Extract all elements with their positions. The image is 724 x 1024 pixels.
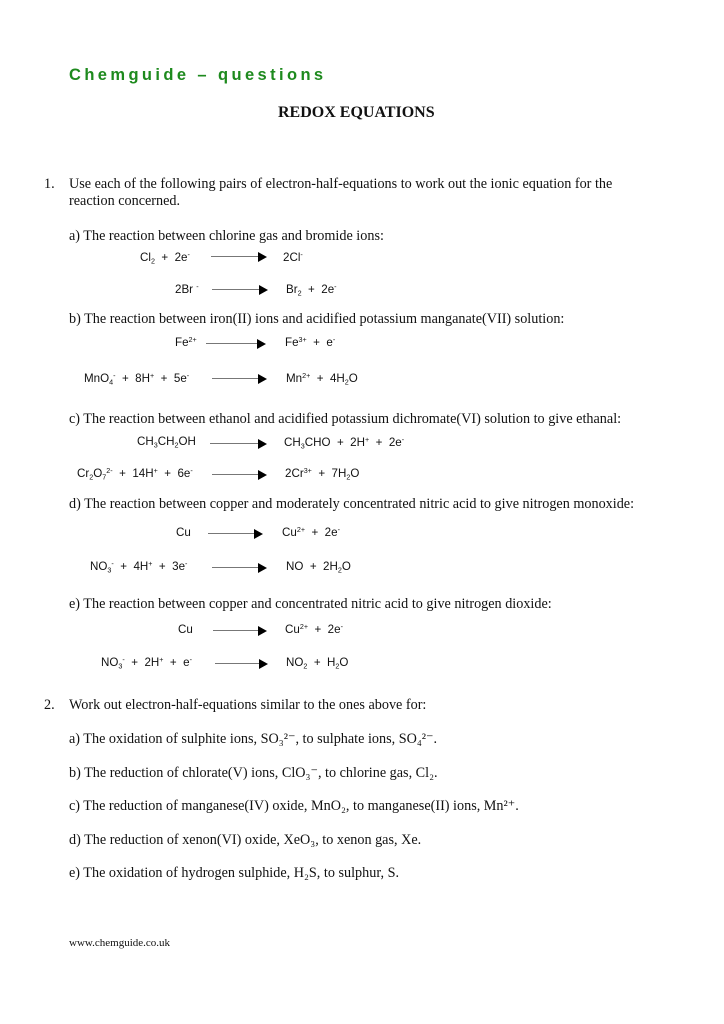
arrow-icon [211, 252, 267, 262]
arrow-icon [212, 470, 267, 480]
q1e-eq2-lhs: $NO_3^- + 2H^+ + e^-$ [101, 655, 192, 671]
q1b-eq1-lhs: $Fe^{2+}$ [175, 335, 197, 349]
q1b-eq2-rhs: $Mn^{2+} + 4H_2O$ [286, 371, 358, 387]
q1d-eq2-lhs: $NO_3^- + 4H^+ + 3e^-$ [90, 559, 188, 575]
q1c-eq1-rhs: $CH_3CHO + 2H^+ + 2e^-$ [284, 435, 405, 451]
q1e-eq1-rhs: $Cu^{2+} + 2e^-$ [285, 622, 343, 636]
brand-heading: Chemguide – questions [69, 66, 327, 84]
q1c-eq2-lhs: $Cr_2O_7^{2-} + 14H^+ + 6e^-$ [77, 466, 193, 482]
footer-url: www.chemguide.co.uk [69, 937, 171, 949]
q1b-eq1-rhs: $Fe^{3+} + e^-$ [285, 335, 336, 349]
q1d-eq1-lhs: Cu [176, 526, 191, 539]
q1a-eq1-lhs: $Cl_2 + 2e^-$ [140, 250, 190, 266]
arrow-icon [212, 285, 268, 295]
q2-part-e: e) The oxidation of hydrogen sulphide, H₂S, to sulphur, S. [69, 865, 400, 881]
q1a-eq1-rhs: 2Cl- [283, 250, 303, 264]
page-title: REDOX EQUATIONS [278, 104, 435, 121]
q2-part-b: b) The reduction of chlorate(V) ions, ClO₃⁻, to chlorine gas, Cl₂. [69, 765, 438, 781]
q1d-eq1-rhs: $Cu^{2+} + 2e^-$ [282, 525, 340, 539]
q1e-eq2-rhs: $NO_2 + H_2O$ [286, 656, 349, 671]
q1d-eq2-rhs: NO + $2H_2O$ [286, 560, 351, 575]
q2-part-d: d) The reduction of xenon(VI) oxide, XeO₃, to xenon gas, Xe. [69, 832, 422, 848]
arrow-icon [208, 529, 263, 539]
question-2-number: 2. [44, 697, 55, 713]
q1-part-a-label: a) The reaction between chlorine gas and bromide ions: [69, 228, 384, 244]
arrow-icon [213, 626, 267, 636]
arrow-icon [215, 659, 268, 669]
question-1-text-line2: reaction concerned. [69, 193, 181, 209]
q1b-eq2-lhs: MnO$_4$- + 8H+ + 5e- [84, 371, 190, 387]
q1c-eq2-rhs: $2Cr^{3+} + 7H_2O$ [285, 466, 360, 482]
q1c-eq1-lhs: $CH_3CH_2OH$ [137, 435, 196, 450]
question-1-number: 1. [44, 176, 55, 192]
q1-part-c-label: c) The reaction between ethanol and acidified potassium dichromate(VI) solution to give ethanal: [69, 411, 622, 427]
question-1-text-line1: Use each of the following pairs of electron-half-equations to work out the ionic equation for the [69, 176, 613, 192]
q2-part-c: c) The reduction of manganese(IV) oxide, MnO₂, to manganese(II) ions, Mn²⁺. [69, 798, 519, 814]
q1a-eq2-rhs: $Br_2 + 2e^-$ [286, 282, 337, 298]
arrow-icon [212, 374, 267, 384]
q2-part-a: a) The oxidation of sulphite ions, SO₃²⁻, to sulphate ions, SO₄²⁻. [69, 731, 438, 747]
q1e-eq1-lhs: Cu [178, 623, 193, 636]
arrow-icon [210, 439, 267, 449]
q1a-eq2-lhs: 2Br - [175, 282, 199, 296]
question-2-text: Work out electron-half-equations similar to the ones above for: [69, 697, 427, 713]
q1-part-e-label: e) The reaction between copper and concentrated nitric acid to give nitrogen dioxide: [69, 596, 552, 612]
q1-part-b-label: b) The reaction between iron(II) ions and acidified potassium manganate(VII) solution: [69, 311, 565, 327]
arrow-icon [212, 563, 267, 573]
q1-part-d-label: d) The reaction between copper and moderately concentrated nitric acid to give nitrogen monoxide: [69, 496, 635, 512]
arrow-icon [206, 339, 266, 349]
